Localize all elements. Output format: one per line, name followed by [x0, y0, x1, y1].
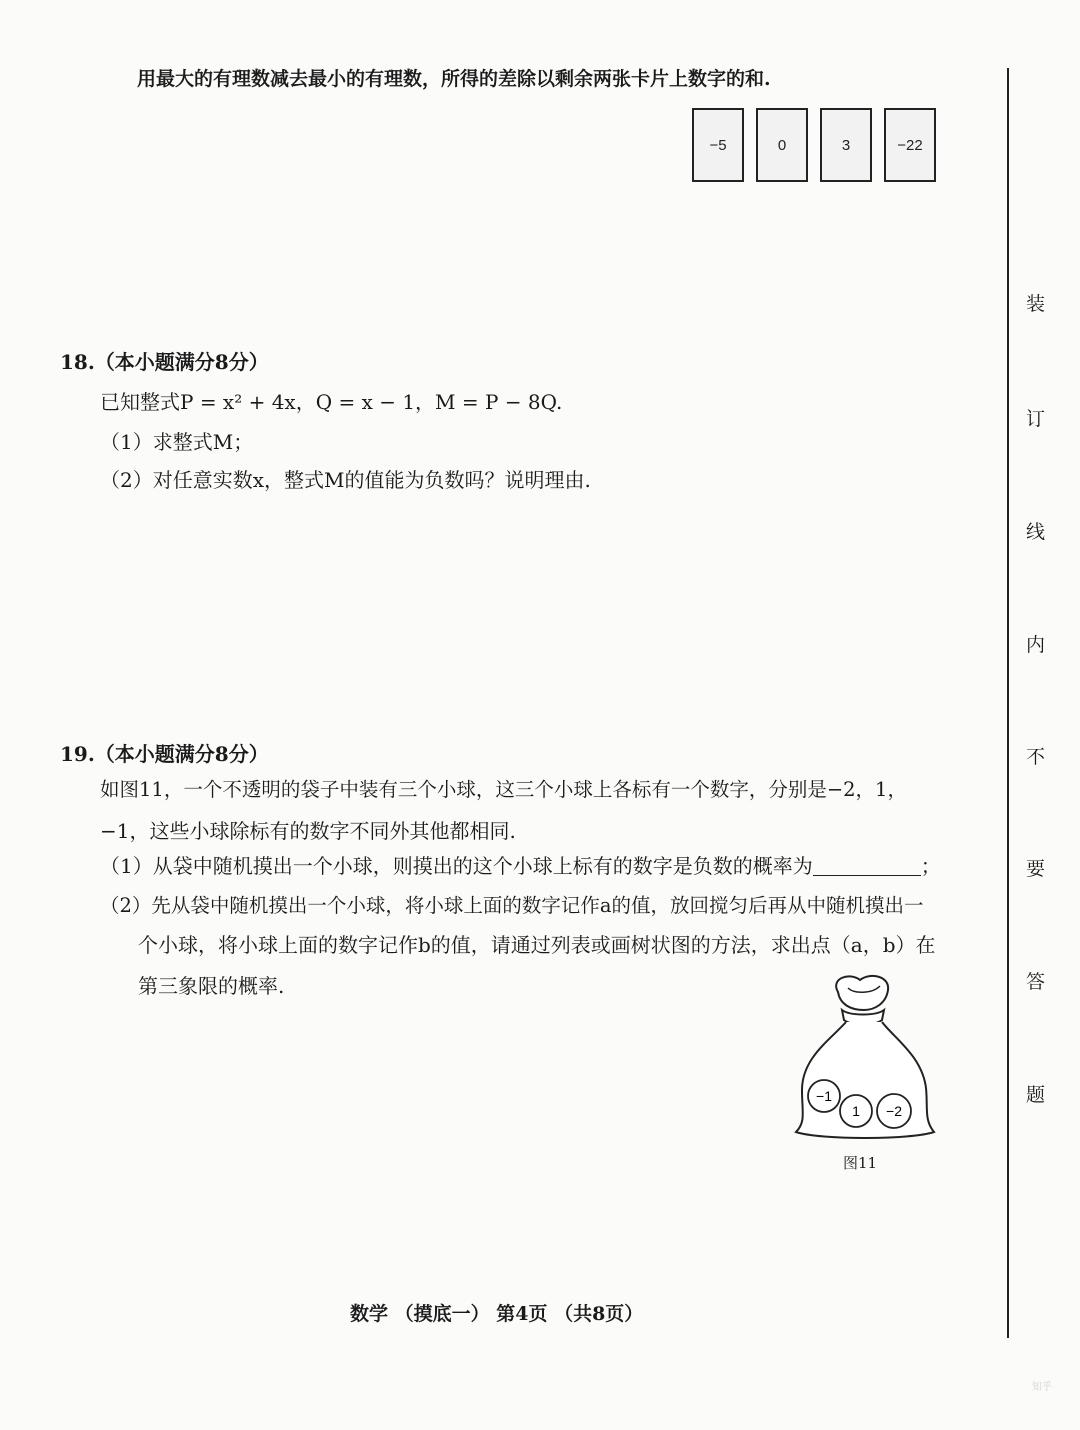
answer-blank	[813, 857, 921, 876]
q19-intro-line1: 如图11，一个不透明的袋子中装有三个小球，这三个小球上各标有一个数字，分别是−2，1，	[100, 778, 907, 801]
page-footer: 数学 （摸底一） 第4页 （共8页）	[350, 1303, 644, 1325]
q17-continuation: 用最大的有理数减去最小的有理数，所得的差除以剩余两张卡片上数字的和.	[137, 68, 771, 90]
number-card: −5	[692, 108, 744, 182]
number-card: 0	[756, 108, 808, 182]
binding-char: 内	[1026, 634, 1046, 656]
ball-label: 1	[852, 1103, 860, 1119]
q19-score: （本小题满分8分）	[94, 742, 269, 766]
q19-heading	[60, 744, 269, 764]
binding-char: 要	[1026, 858, 1046, 880]
binding-char: 线	[1026, 521, 1046, 543]
binding-line	[1007, 68, 1009, 1338]
q19-intro-line2: −1，这些小球除标有的数字不同外其他都相同.	[100, 819, 516, 843]
binding-char: 不	[1026, 746, 1046, 768]
binding-char: 装	[1026, 293, 1046, 315]
bag-figure	[790, 970, 940, 1150]
ball-label: −2	[886, 1103, 902, 1119]
q19-number: 19.	[60, 742, 95, 766]
q18-part2: （2）对任意实数x，整式M的值能为负数吗？说明理由.	[100, 468, 591, 492]
number-card: −22	[884, 108, 936, 182]
q18-heading	[60, 352, 269, 372]
q18-score: （本小题满分8分）	[94, 350, 269, 374]
q19-part2-line3: 第三象限的概率.	[138, 974, 285, 998]
binding-char: 答	[1026, 971, 1046, 993]
figure-caption: 图11	[843, 1154, 878, 1172]
number-card: 3	[820, 108, 872, 182]
q18-number: 18.	[60, 350, 95, 374]
q19-part1-text: （1）从袋中随机摸出一个小球，则摸出的这个小球上标有的数字是负数的概率为	[100, 854, 813, 878]
q19-part1-end: ；	[920, 854, 941, 878]
q19-part2-line2: 个小球，将小球上面的数字记作b的值，请通过列表或画树状图的方法，求出点（a，b）在	[138, 933, 936, 957]
watermark: 知乎	[1032, 1382, 1052, 1393]
binding-char: 题	[1026, 1084, 1046, 1106]
q19-part2-line1: （2）先从袋中随机摸出一个小球，将小球上面的数字记作a的值，放回搅匀后再从中随机摸出一	[100, 894, 924, 917]
q19-part1	[100, 856, 941, 876]
binding-char: 订	[1026, 408, 1046, 430]
q18-part1: （1）求整式M；	[100, 430, 254, 454]
ball-label: −1	[816, 1088, 832, 1104]
q18-given: 已知整式P = x² + 4x，Q = x − 1，M = P − 8Q.	[100, 390, 563, 414]
